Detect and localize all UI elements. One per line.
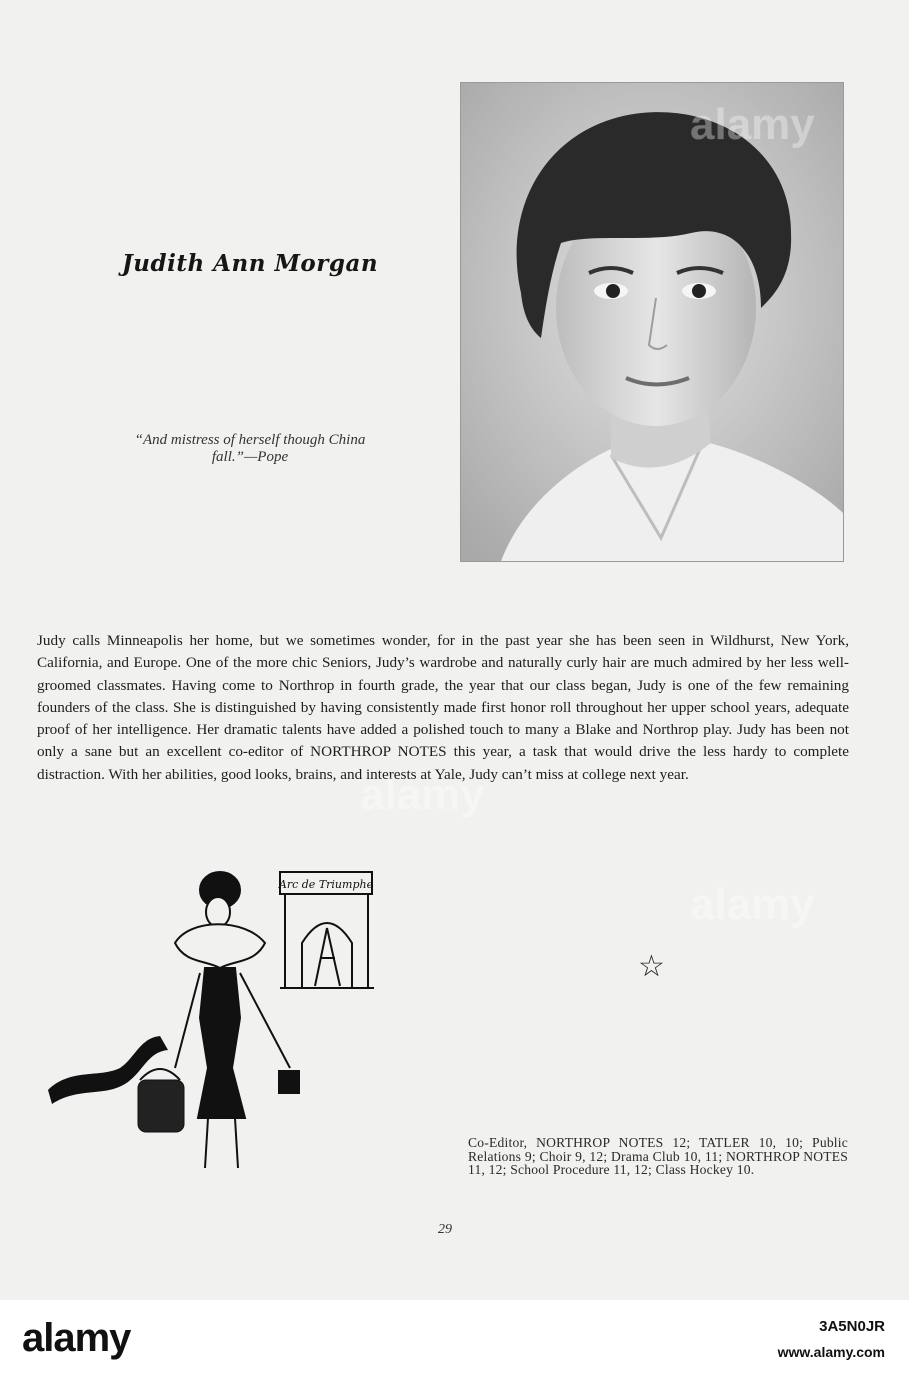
watermark-text: alamy <box>690 880 815 929</box>
fashion-sketch-illustration <box>40 868 390 1193</box>
watermark-text: alamy <box>690 100 815 149</box>
quote-line-2: fall.”—Pope <box>211 449 289 465</box>
activities-list: Co-Editor, NORTHROP NOTES 12; TATLER 10, 10; Public Relations 9; Choir 9, 12; Drama Club 10, 11; NORTHROP NOTES 11, 12; School Procedure 11, 12; Class Hockey 10. <box>468 1135 848 1177</box>
watermark-text: alamy <box>360 770 485 819</box>
site-url: www.alamy.com <box>777 1344 885 1360</box>
star-icon: ☆ <box>638 949 665 984</box>
page-number: 29 <box>438 1222 452 1237</box>
image-id: 3A5N0JR <box>819 1318 885 1335</box>
student-portrait-photo <box>460 82 844 562</box>
student-quote <box>80 432 420 466</box>
stock-footer-bar <box>0 1300 909 1390</box>
quote-line-1: “And mistress of herself though China <box>134 432 366 448</box>
alamy-logo: alamy <box>22 1316 131 1360</box>
student-biography: Judy calls Minneapolis her home, but we sometimes wonder, for in the past year she has been seen in Wildhurst, New York, California, and Europe. One of the more chic Seniors, Judy’s wardrobe and naturally curly hair are much admired by her less well-groomed classmates. Having come to Northrop in fourth grade, the year that our class began, Judy is one of the few remaining founders of the class. She is distinguished by having consistently made first honor roll throughout her upper school years, adequate proof of her intelligence. Her dramatic talents have added a polished touch to many a Blake and Northrop play. Judy has been not only a sane but an excellent co-editor of NORTHROP NOTES this year, a task that would drive the less hardy to complete distraction. With her abilities, good looks, brains, and interests at Yale, Judy can’t miss at college next year. <box>37 632 849 783</box>
student-name: Judith Ann Morgan <box>121 250 379 277</box>
arc-caption: Arc de Triumphe <box>278 878 374 891</box>
